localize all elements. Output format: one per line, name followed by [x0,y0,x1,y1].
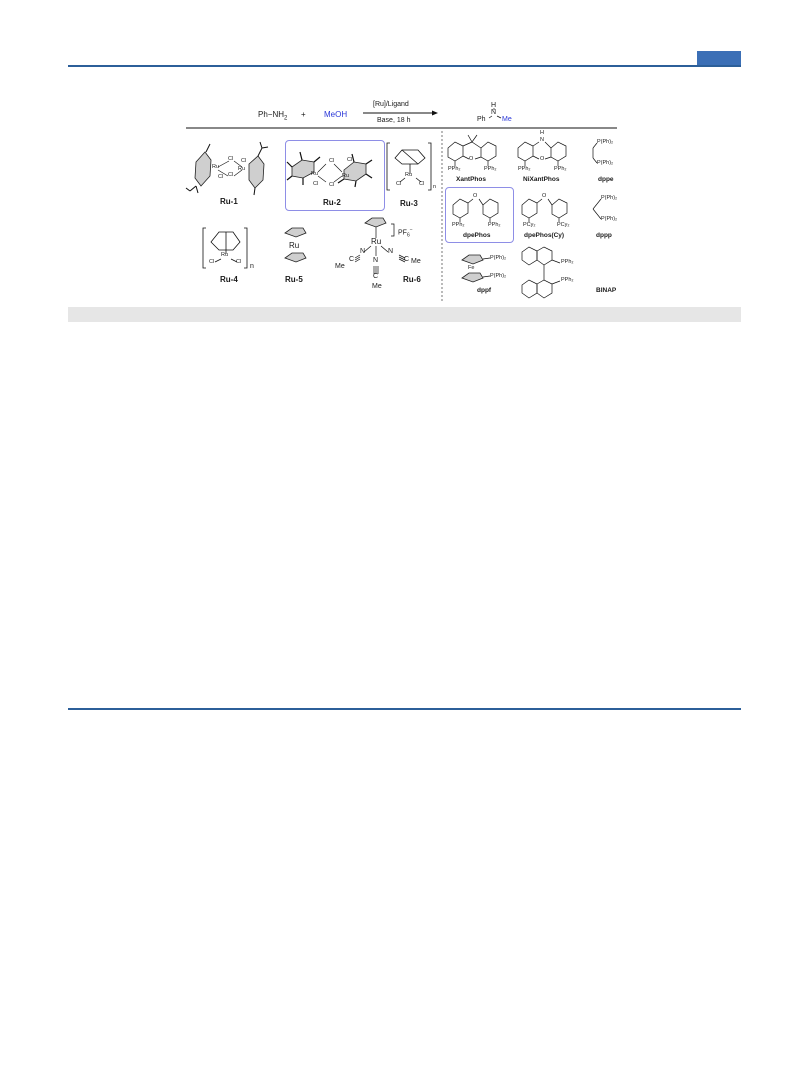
ru-4-cl-a: Cl [209,259,215,265]
ru-3-cl-b: Cl [419,181,425,187]
ru-1-cl-d: Cl [228,172,234,178]
ru-6-c-right: C [404,256,410,263]
dpephos-cy-p2: PCy₂ [557,222,570,228]
dpephos-p2: PPh₂ [488,222,501,228]
product-h: H [491,102,497,109]
ru-4-cl-b: Cl [236,259,242,265]
ru-1-cl-b: Cl [241,158,247,164]
ru-1-ru-b: Ru [238,166,246,172]
ru-1-label: Ru-1 [220,197,238,206]
ru-3-label: Ru-3 [400,199,418,208]
reagent-meoh: MeOH [324,110,348,119]
dppe-p1: P(Ph)₂ [597,139,614,145]
nixantphos-p2: PPh₂ [554,166,567,172]
product-ph: Ph [477,116,486,123]
dpephos-cy-label: dpePhos(Cy) [524,232,565,239]
nixantphos-o: O [540,156,545,162]
ru-6-label: Ru-6 [403,275,421,284]
dpephos-p1: PPh₂ [452,222,465,228]
dppp-p2: P(Ph)₂ [601,216,618,222]
dppf-p2: P(Ph)₂ [490,273,507,279]
dppp-label: dppp [596,232,612,239]
ru-6-ru: Ru [371,237,382,246]
ru-6-c-down: C [373,273,379,280]
ru-6-me-down: Me [372,283,382,290]
ru-2-cl-c: Cl [313,181,319,187]
ru-4-label: Ru-4 [220,275,238,284]
ru-5-ru: Ru [289,241,300,250]
dpephos-cy-p1: PCy₂ [523,222,536,228]
dpephos-cy-o: O [542,193,547,199]
ru-2-label: Ru-2 [323,198,341,207]
ru-1-cl-c: Cl [218,174,224,180]
ru-1-cl-a: Cl [228,156,234,162]
ru-3-ru: Ru [405,172,413,178]
ru-2-ru-a: Ru [311,171,319,177]
ru-6-n-right: N [388,248,394,255]
binap-label: BINAP [596,287,617,294]
nixantphos-label: NiXantPhos [523,176,560,183]
reactant-aniline: $Ph-NH_2$ [258,110,288,122]
nixantphos-n: N [540,137,544,143]
ru-6-c-left: C [349,256,355,263]
xantphos-p2: PPh₂ [484,166,497,172]
nixantphos-p1: PPh₂ [518,166,531,172]
ru-2-cl-d: Cl [329,182,335,188]
dppf-label: dppf [477,287,492,294]
ru-2-cl-a: Cl [329,158,335,164]
ru-6-n-down: N [373,257,379,264]
ru-5-label: Ru-5 [285,275,303,284]
ru-6-me-right: Me [411,258,421,265]
ru-4-ru: Ru [221,252,229,258]
ru-6-pf6: $PF_6^-$ [398,227,413,239]
ru-4-n: n [250,263,254,270]
dppf-p1: P(Ph)₂ [490,255,507,261]
ru-2-ru-b: Ru [342,173,350,179]
arrow-bottom-label: Base, 18 h [377,117,411,124]
dpephos-label: dpePhos [463,232,491,239]
xantphos-o: O [469,156,474,162]
ru-1-ru-a: Ru [212,164,220,170]
arrow-top-label: [Ru]/Ligand [373,101,409,108]
xantphos-p1: PPh₂ [448,166,461,172]
ru-3-n: n [433,184,437,190]
ru-6-me-left: Me [335,263,345,270]
dppe-p2: P(Ph)₂ [597,160,614,166]
product-me: Me [502,116,512,123]
plus-sign: + [301,110,306,119]
product-n: N [491,109,497,116]
binap-p1: PPh₂ [561,259,574,265]
binap-p2: PPh₂ [561,277,574,283]
nixantphos-h: H [540,130,544,136]
ru-2-cl-b: Cl [347,157,353,163]
ru-3-cl-a: Cl [396,181,402,187]
dppe-label: dppe [598,176,614,183]
xantphos-label: XantPhos [456,176,486,183]
ru-6-n-left: N [360,248,366,255]
dppp-p1: P(Ph)₂ [601,195,618,201]
dpephos-o: O [473,193,478,199]
dppf-fe: Fe [468,265,475,271]
